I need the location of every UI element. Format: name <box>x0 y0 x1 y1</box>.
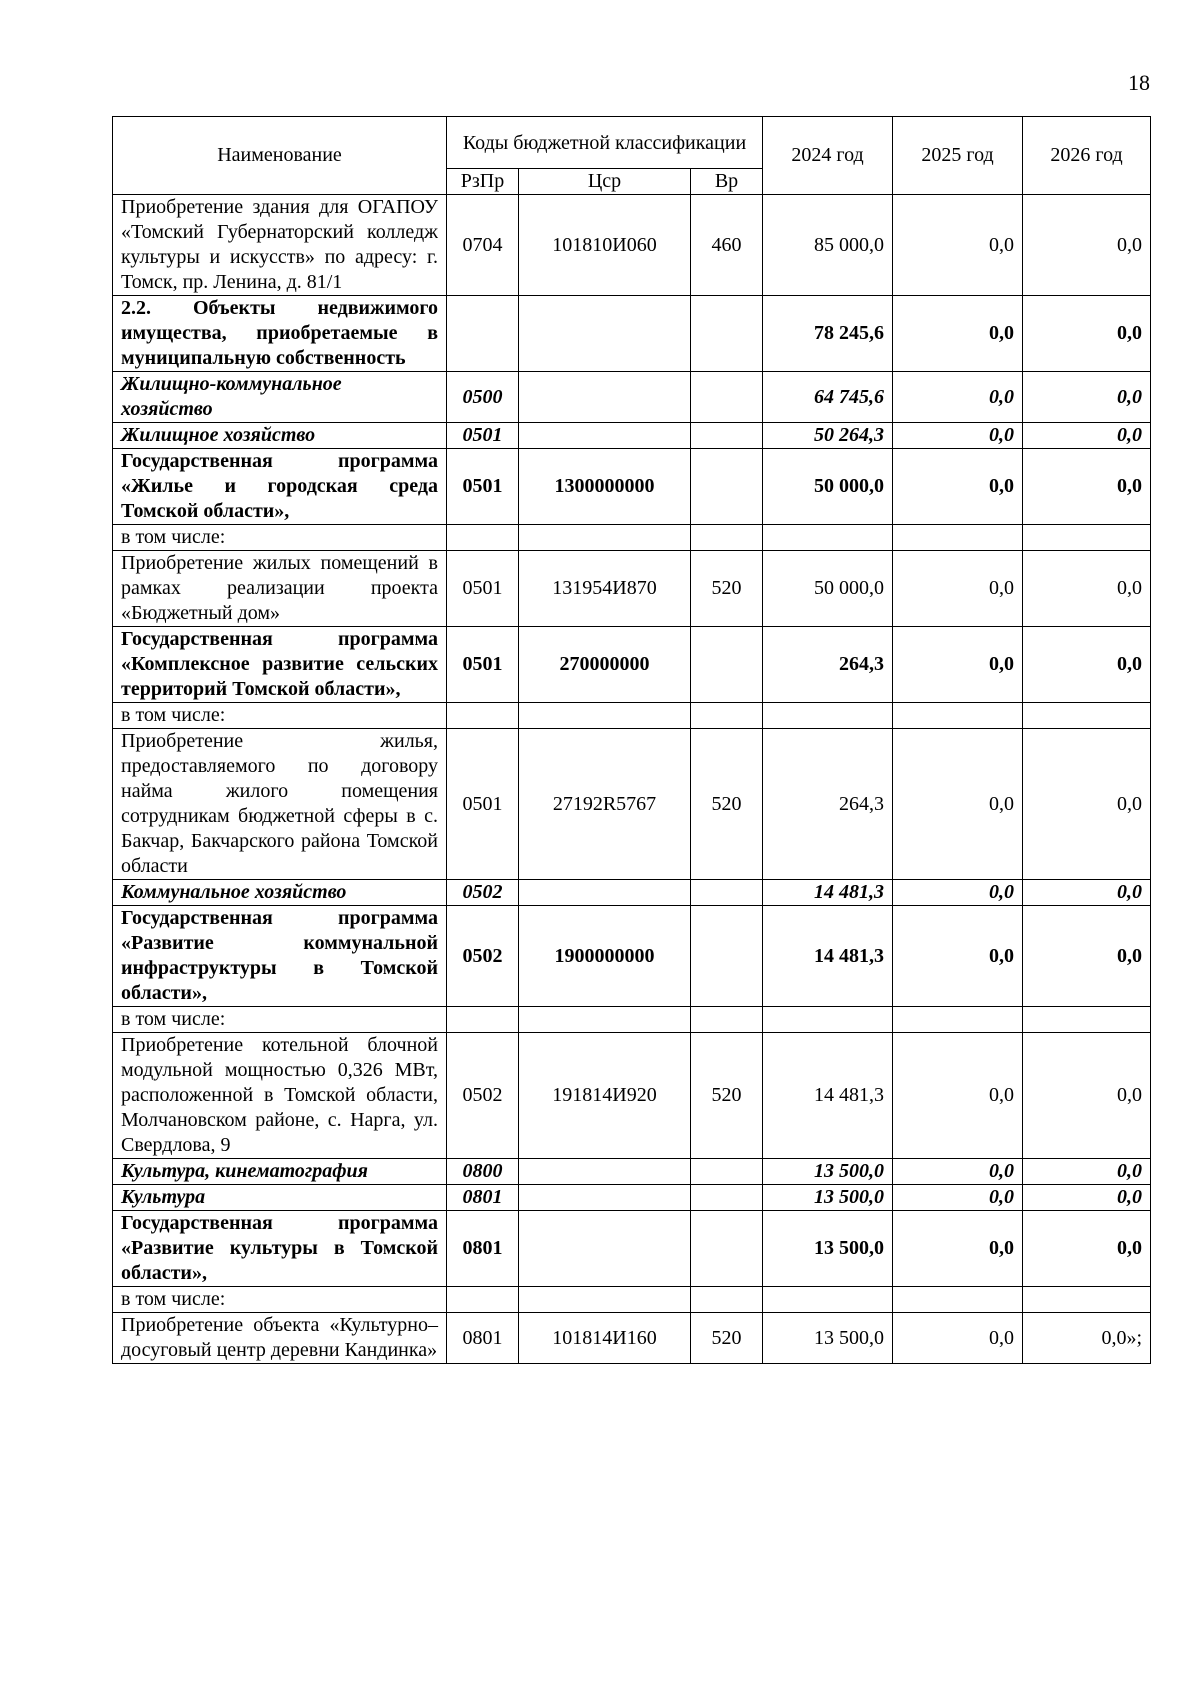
row-csr: 1900000000 <box>519 906 691 1007</box>
row-2025: 0,0 <box>893 906 1023 1007</box>
row-2024: 64 745,6 <box>763 372 893 423</box>
table-row <box>113 449 1151 525</box>
row-name: Государственная программа «Жилье и городская среда Томской области», <box>113 449 447 525</box>
row-vr: 520 <box>691 1033 763 1159</box>
table-row <box>113 627 1151 703</box>
row-csr: 1300000000 <box>519 449 691 525</box>
row-vr <box>691 372 763 423</box>
row-2026: 0,0 <box>1023 372 1151 423</box>
row-2024 <box>763 1287 893 1313</box>
row-rzpr: 0502 <box>447 906 519 1007</box>
row-rzpr: 0801 <box>447 1211 519 1287</box>
table-row <box>113 906 1151 1007</box>
row-2024: 14 481,3 <box>763 1033 893 1159</box>
row-2025: 0,0 <box>893 1033 1023 1159</box>
row-vr <box>691 906 763 1007</box>
row-name: Жилищно-коммунальное хозяйство <box>113 372 447 423</box>
row-rzpr: 0801 <box>447 1313 519 1364</box>
row-vr <box>691 1159 763 1185</box>
row-2025: 0,0 <box>893 880 1023 906</box>
row-rzpr: 0801 <box>447 1185 519 1211</box>
row-name: 2.2. Объекты недвижимого имущества, приобретаемые в муниципальную собственность <box>113 296 447 372</box>
table-row <box>113 729 1151 880</box>
row-2026: 0,0»; <box>1023 1313 1151 1364</box>
row-csr <box>519 1287 691 1313</box>
row-vr <box>691 1007 763 1033</box>
table-row <box>113 195 1151 296</box>
row-rzpr: 0501 <box>447 627 519 703</box>
table-row <box>113 1287 1151 1313</box>
row-2025: 0,0 <box>893 1185 1023 1211</box>
row-csr: 27192R5767 <box>519 729 691 880</box>
row-name: Государственная программа «Развитие культуры в Томской области», <box>113 1211 447 1287</box>
row-2026: 0,0 <box>1023 1211 1151 1287</box>
table-row <box>113 1159 1151 1185</box>
header-rzpr: РзПр <box>447 169 519 195</box>
row-name: Государственная программа «Развитие коммунальной инфраструктуры в Томской области», <box>113 906 447 1007</box>
row-2025 <box>893 1287 1023 1313</box>
row-2025: 0,0 <box>893 423 1023 449</box>
table-row <box>113 880 1151 906</box>
row-csr: 191814И920 <box>519 1033 691 1159</box>
table-row <box>113 525 1151 551</box>
row-rzpr: 0800 <box>447 1159 519 1185</box>
header-vr: Вр <box>691 169 763 195</box>
row-name: Культура, кинематография <box>113 1159 447 1185</box>
table-row <box>113 296 1151 372</box>
row-2026 <box>1023 1007 1151 1033</box>
row-2024: 85 000,0 <box>763 195 893 296</box>
row-2026 <box>1023 1287 1151 1313</box>
row-2024: 13 500,0 <box>763 1211 893 1287</box>
row-csr <box>519 1007 691 1033</box>
row-vr <box>691 296 763 372</box>
row-2025 <box>893 1007 1023 1033</box>
row-csr: 131954И870 <box>519 551 691 627</box>
row-2026: 0,0 <box>1023 1159 1151 1185</box>
table-row <box>113 1185 1151 1211</box>
row-rzpr: 0500 <box>447 372 519 423</box>
row-2024 <box>763 1007 893 1033</box>
row-2024: 50 000,0 <box>763 449 893 525</box>
row-2026: 0,0 <box>1023 296 1151 372</box>
row-vr <box>691 1185 763 1211</box>
row-2026: 0,0 <box>1023 449 1151 525</box>
row-2026: 0,0 <box>1023 627 1151 703</box>
row-name: Приобретение котельной блочной модульной мощностью 0,326 МВт, расположенной в Томской области, Молчановском районе, с. Нарга, ул. Свердлова, 9 <box>113 1033 447 1159</box>
row-2024 <box>763 525 893 551</box>
row-2025: 0,0 <box>893 1211 1023 1287</box>
row-name: в том числе: <box>113 703 447 729</box>
row-vr <box>691 525 763 551</box>
row-rzpr <box>447 525 519 551</box>
table-row <box>113 423 1151 449</box>
row-name: в том числе: <box>113 525 447 551</box>
row-2024: 14 481,3 <box>763 880 893 906</box>
table-row <box>113 551 1151 627</box>
row-2026: 0,0 <box>1023 1033 1151 1159</box>
row-name: в том числе: <box>113 1287 447 1313</box>
row-name: Жилищное хозяйство <box>113 423 447 449</box>
row-2024: 13 500,0 <box>763 1313 893 1364</box>
row-vr <box>691 627 763 703</box>
header-name: Наименование <box>113 117 447 195</box>
row-2025: 0,0 <box>893 729 1023 880</box>
table-row <box>113 703 1151 729</box>
row-name: в том числе: <box>113 1007 447 1033</box>
row-2024: 50 264,3 <box>763 423 893 449</box>
row-rzpr <box>447 296 519 372</box>
row-2024: 14 481,3 <box>763 906 893 1007</box>
header-2025: 2025 год <box>893 117 1023 195</box>
row-rzpr <box>447 1007 519 1033</box>
row-csr <box>519 880 691 906</box>
row-csr: 101810И060 <box>519 195 691 296</box>
row-rzpr <box>447 703 519 729</box>
row-rzpr: 0502 <box>447 880 519 906</box>
row-2026: 0,0 <box>1023 195 1151 296</box>
row-csr: 270000000 <box>519 627 691 703</box>
row-2024: 264,3 <box>763 627 893 703</box>
row-2026 <box>1023 703 1151 729</box>
row-vr: 520 <box>691 551 763 627</box>
row-2025 <box>893 525 1023 551</box>
row-2024: 264,3 <box>763 729 893 880</box>
header-2026: 2026 год <box>1023 117 1151 195</box>
row-csr <box>519 372 691 423</box>
header-codes: Коды бюджетной классификации <box>447 117 763 169</box>
row-vr: 520 <box>691 729 763 880</box>
row-csr <box>519 296 691 372</box>
table-row <box>113 1313 1151 1364</box>
row-name: Государственная программа «Комплексное развитие сельских территорий Томской области», <box>113 627 447 703</box>
row-2025 <box>893 703 1023 729</box>
budget-table <box>112 116 1151 1364</box>
row-2025: 0,0 <box>893 296 1023 372</box>
row-vr <box>691 1287 763 1313</box>
row-name: Приобретение жилых помещений в рамках реализации проекта «Бюджетный дом» <box>113 551 447 627</box>
table-row <box>113 1007 1151 1033</box>
row-vr <box>691 703 763 729</box>
row-2025: 0,0 <box>893 627 1023 703</box>
row-2026: 0,0 <box>1023 906 1151 1007</box>
row-2025: 0,0 <box>893 195 1023 296</box>
row-vr <box>691 423 763 449</box>
table-row <box>113 1211 1151 1287</box>
row-2024: 50 000,0 <box>763 551 893 627</box>
row-csr <box>519 423 691 449</box>
row-rzpr: 0502 <box>447 1033 519 1159</box>
row-2024: 78 245,6 <box>763 296 893 372</box>
row-csr <box>519 1211 691 1287</box>
row-vr <box>691 449 763 525</box>
row-2026: 0,0 <box>1023 729 1151 880</box>
row-2025: 0,0 <box>893 449 1023 525</box>
row-2025: 0,0 <box>893 551 1023 627</box>
row-csr <box>519 1185 691 1211</box>
header-csr: Цср <box>519 169 691 195</box>
row-2025: 0,0 <box>893 1313 1023 1364</box>
row-rzpr: 0704 <box>447 195 519 296</box>
row-csr: 101814И160 <box>519 1313 691 1364</box>
row-csr <box>519 703 691 729</box>
row-2024: 13 500,0 <box>763 1159 893 1185</box>
row-name: Коммунальное хозяйство <box>113 880 447 906</box>
row-rzpr: 0501 <box>447 423 519 449</box>
row-2025: 0,0 <box>893 1159 1023 1185</box>
row-rzpr: 0501 <box>447 449 519 525</box>
row-2024: 13 500,0 <box>763 1185 893 1211</box>
row-2024 <box>763 703 893 729</box>
row-2026: 0,0 <box>1023 1185 1151 1211</box>
row-2026: 0,0 <box>1023 551 1151 627</box>
table-row <box>113 1033 1151 1159</box>
row-vr: 460 <box>691 195 763 296</box>
page-number: 18 <box>1128 70 1150 95</box>
row-name: Культура <box>113 1185 447 1211</box>
row-rzpr <box>447 1287 519 1313</box>
row-csr <box>519 525 691 551</box>
row-name: Приобретение здания для ОГАПОУ «Томский Губернаторский колледж культуры и искусств» по адресу: г. Томск, пр. Ленина, д. 81/1 <box>113 195 447 296</box>
row-name: Приобретение жилья, предоставляемого по договору найма жилого помещения сотрудникам бюджетной сферы в с. Бакчар, Бакчарского района Томской области <box>113 729 447 880</box>
row-2026: 0,0 <box>1023 880 1151 906</box>
row-rzpr: 0501 <box>447 551 519 627</box>
row-2026 <box>1023 525 1151 551</box>
row-rzpr: 0501 <box>447 729 519 880</box>
row-vr <box>691 1211 763 1287</box>
row-2026: 0,0 <box>1023 423 1151 449</box>
table-row <box>113 372 1151 423</box>
row-vr <box>691 880 763 906</box>
table-body <box>113 195 1151 1364</box>
row-2025: 0,0 <box>893 372 1023 423</box>
row-name: Приобретение объекта «Культурно–досуговый центр деревни Кандинка» <box>113 1313 447 1364</box>
row-vr: 520 <box>691 1313 763 1364</box>
row-csr <box>519 1159 691 1185</box>
header-2024: 2024 год <box>763 117 893 195</box>
